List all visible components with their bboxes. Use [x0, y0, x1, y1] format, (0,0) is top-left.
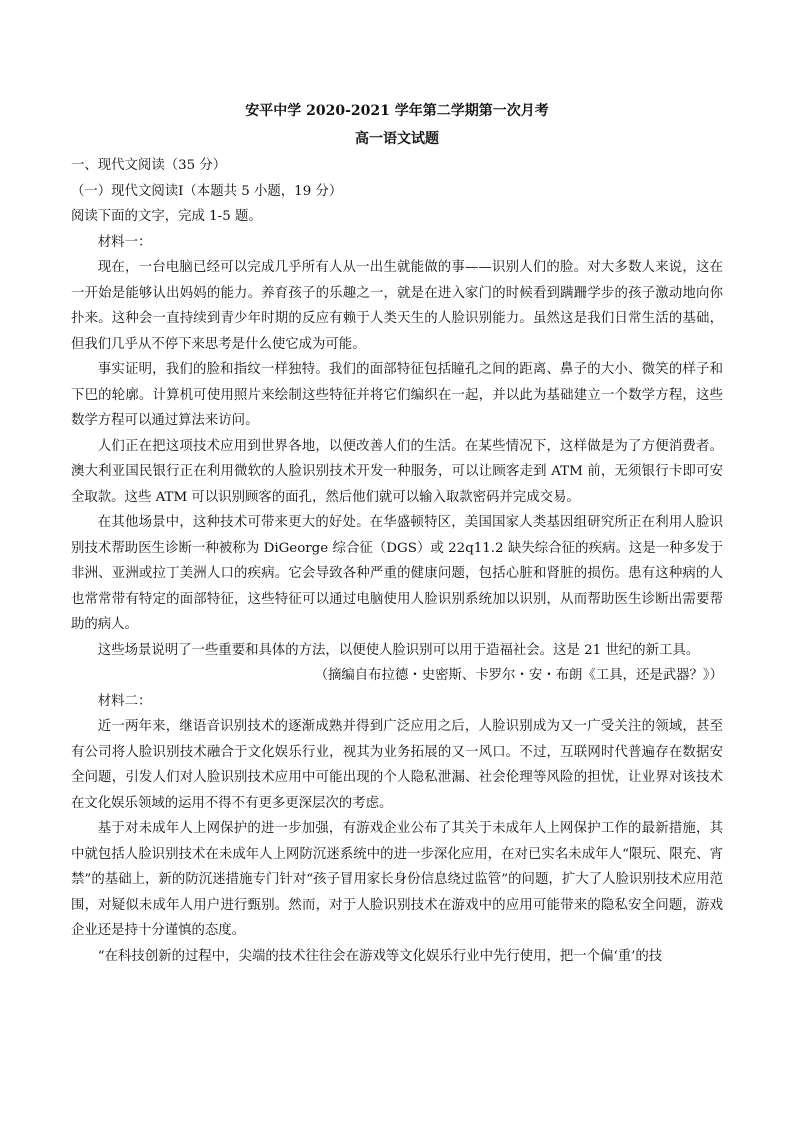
material-two-paragraph: 近一两年来，继语音识别技术的逐渐成熟并得到广泛应用之后，人脸识别成为又一广受关注的领域，甚至有公司将人脸识别技术融合于文化娱乐行业，视其为业务拓展的又一风口。不过，互联网时代普遍存在数据安全问题，引发人们对人脸识别技术应用中可能出现的个人隐私泄漏、社会伦理等风险的担忧，让业界对该技术在文化娱乐领域的运用不得不有更多更深层次的考虑。 — [71, 719, 723, 811]
exam-title: 安平中学 2020-2021 学年第二学期第一次月考 — [245, 103, 549, 119]
material-two-paragraph: “在科技创新的过程中，尖端的技术往往会在游戏等文化娱乐行业中先行使用，把一个偏‘重’的技 — [97, 948, 663, 964]
material-one-paragraph: 这些场景说明了一些重要和具体的方法，以便使人脸识别可以用于造福社会。这是 21 世纪的新工具。 — [97, 642, 700, 658]
exam-subtitle: 高一语文试题 — [355, 131, 439, 147]
section-heading: 一、现代文阅读（35 分） — [71, 158, 227, 173]
sub-section-heading: （一）现代文阅读Ⅰ（本题共 5 小题，19 分） — [71, 183, 343, 199]
material-one-paragraph: 人们正在把这项技术应用到世界各地，以便改善人们的生活。在某些情况下，这样做是为了方便消费者。澳大利亚国民银行正在利用微软的人脸识别技术开发一种服务，可以让顾客走到 ATM 前，无须银行卡即可安全取款。这些 ATM 可以识别顾客的面孔，然后他们就可以输入取款密码并完成交易。 — [71, 438, 723, 505]
exam-page — [71, 95, 723, 969]
material-one-paragraph: 在其他场景中，这种技术可带来更大的好处。在华盛顿特区，美国国家人类基因组研究所正在利用人脸识别技术帮助医生诊断一种被称为 DiGeorge 综合征（DGS）或 22q11.2 缺失综合征的疾病。这是一种多发于非洲、亚洲或拉丁美洲人口的疾病。它会导致各种严重的健康问题，包括心脏和肾脏的损伤。患有这种病的人也常常带有特定的面部特征，这些特征可以通过电脑使用人脸识别系统加以识别，从而帮助医生诊断出需要帮助的病人。 — [71, 515, 723, 632]
reading-instruction: 阅读下面的文字，完成 1-5 题。 — [71, 209, 262, 224]
material-one-paragraph: 事实证明，我们的脸和指纹一样独特。我们的面部特征包括瞳孔之间的距离、鼻子的大小、微笑的样子和下巴的轮廓。计算机可使用照片来绘制这些特征并将它们编织在一起，并以此为基础建立一个数学方程，这些数学方程可以通过算法来访问。 — [71, 362, 723, 428]
material-one-label: 材料一： — [97, 234, 152, 250]
material-two-paragraph: 基于对未成年人上网保护的进一步加强，有游戏企业公布了其关于未成年人上网保护工作的最新措施，其中就包括人脸识别技术在未成年人上网防沉迷系统中的进一步深化应用，在对已实名未成年人“限玩、限充、宵禁”的基础上，新的防沉迷措施专门针对“孩子冒用家长身份信息绕过监管”的问题，扩大了人脸识别技术应用范围，对疑似未成年人用户进行甄别。然而，对于人脸识别技术在游戏中的应用可能带来的隐私安全问题，游戏企业还是持十分谨慎的态度。 — [71, 821, 723, 938]
material-one-paragraph: 现在，一台电脑已经可以完成几乎所有人从一出生就能做的事——识别人们的脸。对大多数人来说，这在一开始是能够认出妈妈的能力。养育孩子的乐趣之一，就是在进入家门的时候看到蹒跚学步的孩子激动地向你扑来。这种会一直持续到青少年时期的反应有赖于人类天生的人脸识别能力。虽然这是我们日常生活的基础，但我们几乎从不停下来思考是什么使它成为可能。 — [71, 260, 723, 352]
material-two-label: 材料二： — [97, 693, 152, 709]
material-one-source: （摘编自布拉德・史密斯、卡罗尔・安・布朗《工具，还是武器？》） — [314, 668, 723, 683]
